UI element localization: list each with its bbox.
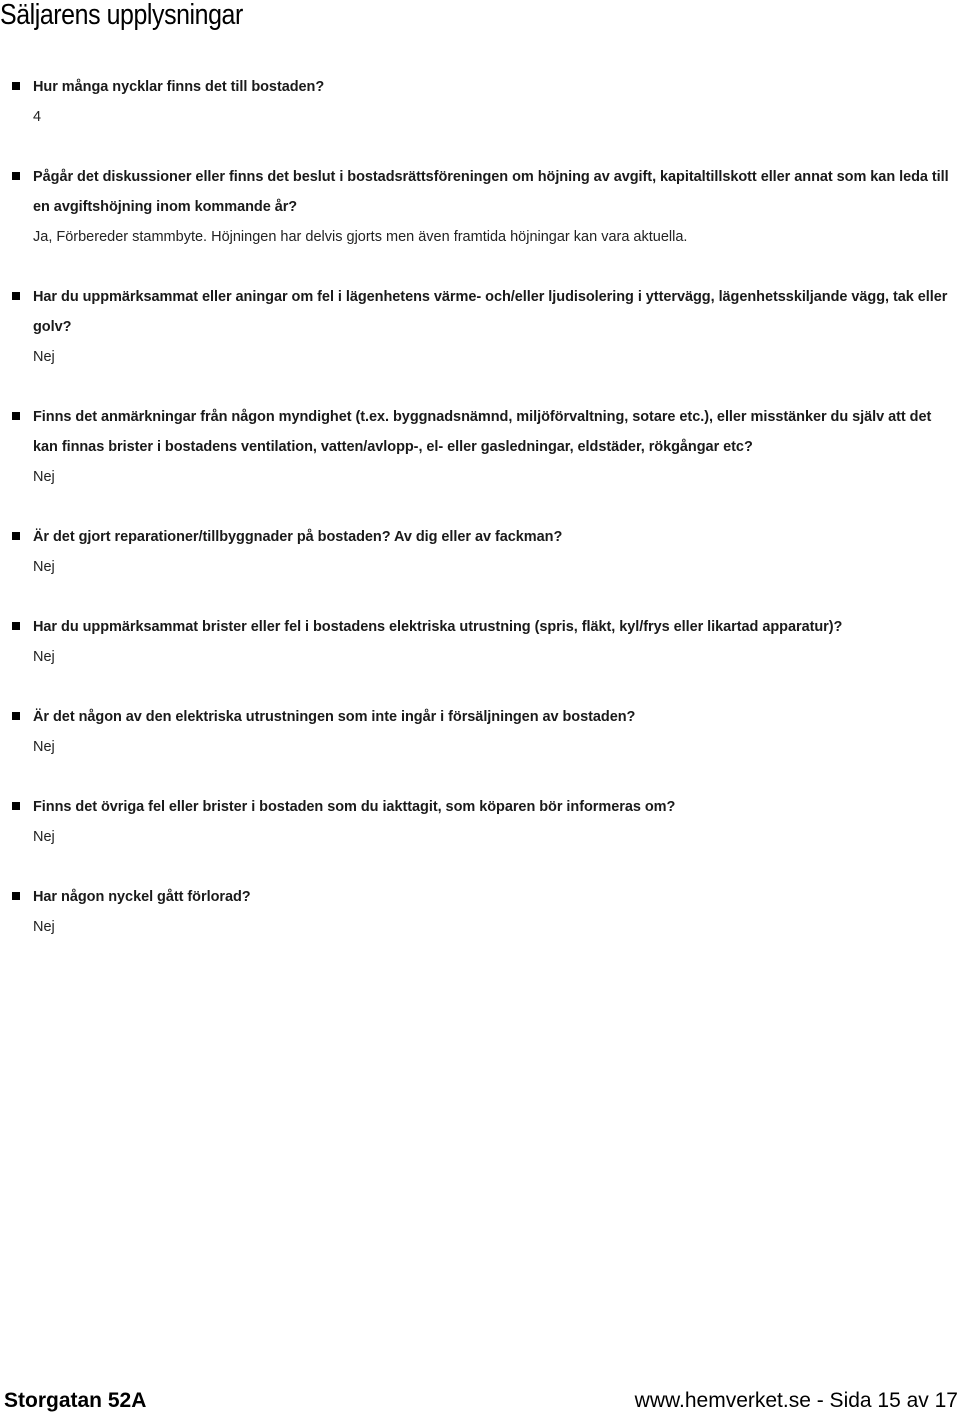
answer-text: Nej <box>33 649 55 665</box>
bullet-icon <box>12 172 20 180</box>
question-text: Är det gjort reparationer/tillbyggnader på bostaden? Av dig eller av fackman? <box>33 529 563 545</box>
footer-page-info: www.hemverket.se - Sida 15 av 17 <box>634 1389 958 1412</box>
answer-text: Nej <box>33 469 55 485</box>
bullet-icon <box>12 712 20 720</box>
answer-text: Nej <box>33 739 55 755</box>
bullet-icon <box>12 82 20 90</box>
page-title: Säljarens upplysningar <box>0 0 243 31</box>
question-text: Finns det anmärkningar från någon myndighet (t.ex. byggnadsnämnd, miljöförvaltning, sotare etc.), eller misstänker du själv att det kan finnas brister i bostadens ventilation, vatten/avlopp-, el- eller gasledningar, eldstäder, rökgångar etc? <box>33 409 932 455</box>
answer-text: Nej <box>33 559 55 575</box>
answer-text: Ja, Förbereder stammbyte. Höjningen har delvis gjorts men även framtida höjningar kan vara aktuella. <box>33 229 688 245</box>
answer-text: Nej <box>33 919 55 935</box>
bullet-icon <box>12 412 20 420</box>
question-text: Är det någon av den elektriska utrustningen som inte ingår i försäljningen av bostaden? <box>33 709 636 725</box>
bullet-icon <box>12 292 20 300</box>
bullet-icon <box>12 622 20 630</box>
bullet-icon <box>12 532 20 540</box>
bullet-icon <box>12 802 20 810</box>
question-text: Har du uppmärksammat brister eller fel i bostadens elektriska utrustning (spris, fläkt, kyl/frys eller likartad apparatur)? <box>33 619 843 635</box>
answer-text: 4 <box>33 109 42 125</box>
footer-address: Storgatan 52A <box>4 1389 147 1412</box>
question-text: Har du uppmärksammat eller aningar om fel i lägenhetens värme- och/eller ljudisolering i yttervägg, lägenhetsskiljande vägg, tak eller golv? <box>33 289 948 335</box>
question-text: Hur många nycklar finns det till bostaden? <box>33 79 325 95</box>
question-text: Har någon nyckel gått förlorad? <box>33 889 251 905</box>
answer-text: Nej <box>33 829 55 845</box>
question-text: Finns det övriga fel eller brister i bostaden som du iakttagit, som köparen bör informeras om? <box>33 799 676 815</box>
answer-text: Nej <box>33 349 55 365</box>
bullet-icon <box>12 892 20 900</box>
question-text: Pågår det diskussioner eller finns det beslut i bostadsrättsföreningen om höjning av avgift, kapitaltillskott eller annat som kan leda till en avgiftshöjning inom kommande år? <box>33 169 949 215</box>
